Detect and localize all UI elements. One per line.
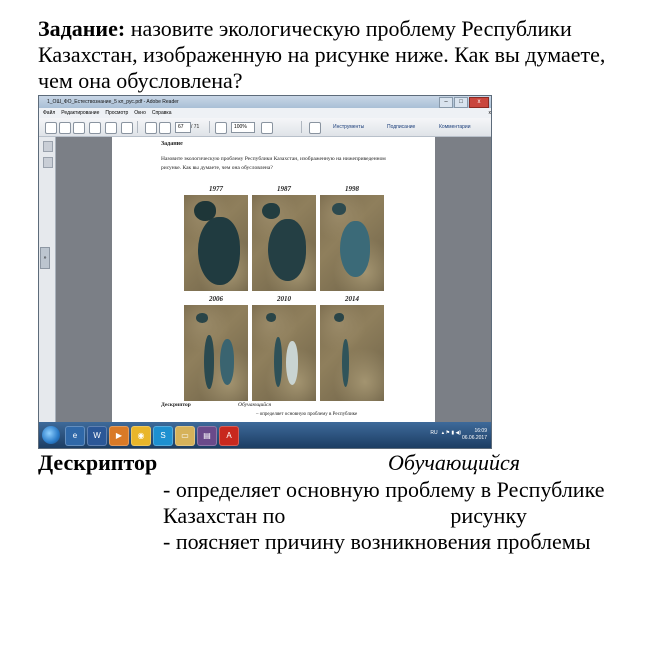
adobe-reader-icon[interactable]: A — [219, 426, 239, 446]
zoom-out-icon[interactable] — [215, 122, 227, 134]
hand-tool-icon[interactable] — [309, 122, 321, 134]
open-icon[interactable] — [59, 122, 71, 134]
skype-icon[interactable]: S — [153, 426, 173, 446]
close-button[interactable]: x — [469, 97, 489, 108]
taskbar — [39, 422, 491, 448]
menu-window[interactable]: Окно — [134, 110, 146, 116]
menu-view[interactable]: Просмотр — [105, 110, 129, 116]
criterion-line: - поясняет причину возникновения проблемы — [163, 529, 591, 554]
tray-icons[interactable]: ▴ ⚑ ▮ ◀) — [441, 430, 461, 436]
window-title: 1_ОШ_ФО_Естествознание_5 кл_рус.pdf - Adobe Reader — [47, 99, 179, 105]
year-label: 1987 — [277, 185, 291, 193]
year-label: 2014 — [345, 295, 359, 303]
save-icon[interactable] — [89, 122, 101, 134]
chrome-icon[interactable]: ◉ — [131, 426, 151, 446]
pages-icon[interactable] — [43, 141, 53, 152]
descriptor-label: Дескриптор — [38, 450, 158, 475]
page-student-label: Обучающийся — [238, 402, 272, 408]
page-criterion: – определяет основную проблему в Республике — [256, 412, 358, 417]
embedded-screenshot — [38, 95, 492, 449]
page-total: / 71 — [191, 124, 200, 130]
toolbar-separator — [137, 121, 138, 133]
criterion-line: - определяет основную проблему в Республике — [163, 477, 605, 502]
folder-icon[interactable]: ▭ — [175, 426, 195, 446]
menu-help[interactable]: Справка — [151, 110, 172, 116]
sign-button[interactable]: Подписание — [387, 124, 416, 130]
comments-button[interactable]: Комментарии — [439, 124, 471, 130]
menu-file[interactable]: Файл — [43, 110, 56, 116]
menu-bar — [39, 108, 492, 118]
satellite-image-2014 — [320, 305, 384, 401]
satellite-image-1977 — [184, 195, 248, 291]
edit-icon[interactable] — [73, 122, 85, 134]
task-label: Задание: — [38, 16, 126, 41]
print-icon[interactable] — [105, 122, 117, 134]
year-label: 2006 — [209, 295, 223, 303]
arrow-down-icon[interactable] — [159, 122, 171, 134]
system-tray — [430, 430, 461, 436]
toolbar-separator — [209, 121, 210, 133]
attachment-icon[interactable] — [43, 157, 53, 168]
satellite-image-2010 — [252, 305, 316, 401]
pdf-page — [112, 137, 435, 422]
menu-close-icon[interactable]: x — [488, 110, 491, 116]
document-view — [56, 137, 491, 422]
arrow-up-icon[interactable] — [145, 122, 157, 134]
satellite-image-1987 — [252, 195, 316, 291]
minimize-button[interactable]: – — [439, 97, 453, 108]
page-question: Назовите экологическую проблему Республики Казахстан, изображенную на нижеприведенном рисунке. Как вы думаете, чем она обусловлена? — [161, 156, 386, 171]
language-indicator[interactable]: RU — [430, 430, 438, 436]
year-label: 1977 — [209, 185, 223, 193]
ie-icon[interactable]: e — [65, 426, 85, 446]
tools-button[interactable]: Инструменты — [333, 124, 365, 130]
page-heading: Задание — [161, 141, 183, 147]
zoom-select[interactable]: 100% — [231, 122, 255, 133]
satellite-image-1998 — [320, 195, 384, 291]
clock-date: 06.06.2017 — [461, 435, 487, 441]
page-number-input[interactable]: 67 — [175, 122, 191, 133]
word-icon[interactable]: W — [87, 426, 107, 446]
menu-edit[interactable]: Редактирование — [61, 110, 100, 116]
email-icon[interactable] — [121, 122, 133, 134]
clock[interactable] — [462, 428, 487, 442]
task-text — [38, 16, 638, 94]
criterion-line: Казахстан по рисунку — [163, 503, 527, 528]
student-label: Обучающийся — [388, 450, 521, 475]
window-titlebar — [39, 96, 491, 108]
clock-time: 16:09 — [474, 428, 487, 434]
toolbar — [39, 118, 491, 137]
task-body: назовите экологическую проблему Республики Казахстан, изображенную на рисунке ниже. Как вы думаете, чем она обусловлена? — [38, 16, 606, 93]
media-player-icon[interactable]: ▶ — [109, 426, 129, 446]
maximize-button[interactable]: □ — [454, 97, 468, 108]
satellite-image-2006 — [184, 305, 248, 401]
toolbar-separator — [301, 121, 302, 133]
select-tool-icon[interactable] — [261, 122, 273, 134]
navigation-panel — [39, 137, 56, 422]
panel-toggle-icon[interactable]: » — [40, 247, 50, 269]
year-label: 2010 — [277, 295, 291, 303]
start-button[interactable] — [42, 426, 60, 444]
archive-icon[interactable]: ▤ — [197, 426, 217, 446]
create-icon[interactable] — [45, 122, 57, 134]
year-label: 1998 — [345, 185, 359, 193]
page-descriptor-label: Дескриптор — [161, 402, 191, 408]
